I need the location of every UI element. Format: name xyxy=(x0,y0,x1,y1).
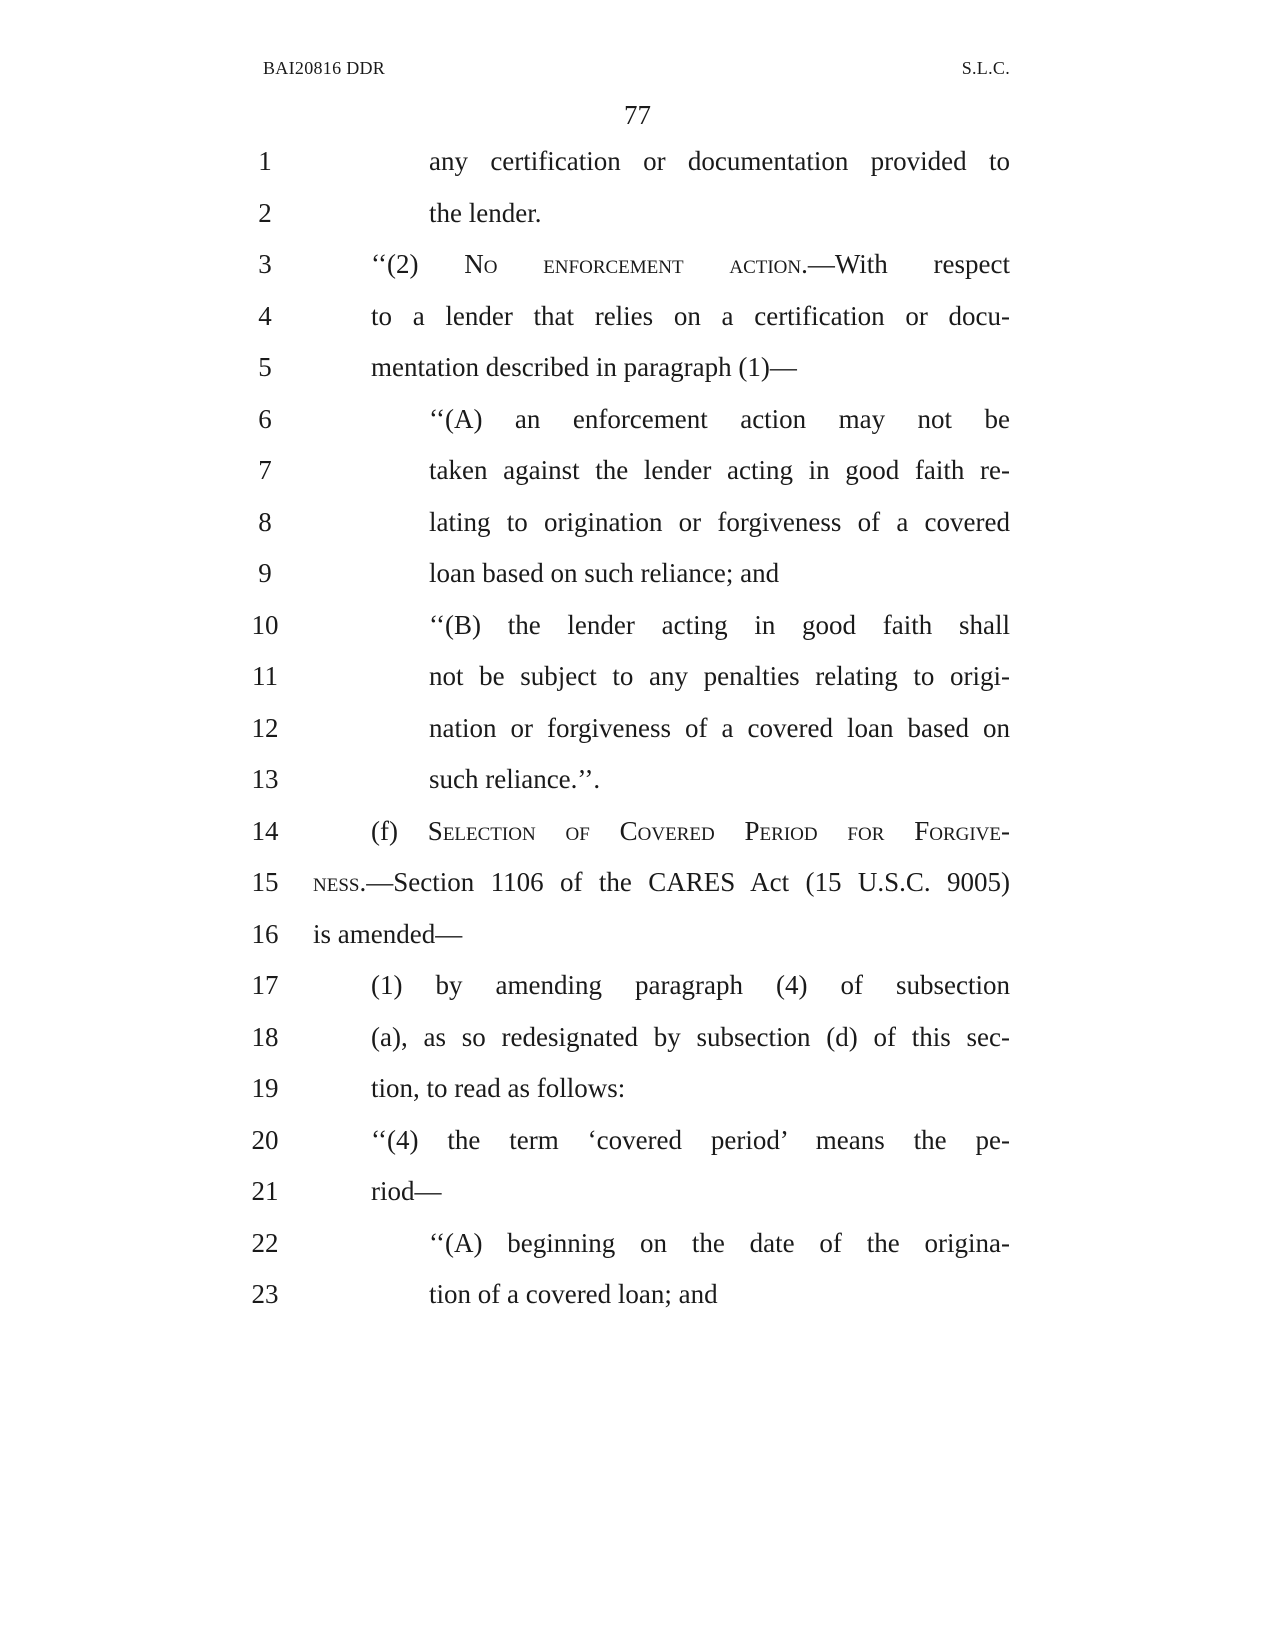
line-text xyxy=(371,1120,1010,1160)
office-code: S.L.C. xyxy=(961,58,1010,78)
small-caps-heading-text: orgive- xyxy=(929,815,1010,846)
line-text xyxy=(371,965,1010,1005)
line-text xyxy=(429,399,1010,439)
text-line xyxy=(0,193,1275,233)
line-text xyxy=(371,244,1010,284)
line-number: 19 xyxy=(251,1073,279,1103)
text-line xyxy=(0,708,1275,748)
line-text xyxy=(371,1068,1010,1108)
small-caps-heading-text: overed xyxy=(637,815,715,846)
line-text xyxy=(429,1274,1010,1314)
line-number: 21 xyxy=(251,1176,279,1206)
line-number: 13 xyxy=(251,764,279,794)
text-line xyxy=(0,502,1275,542)
line-text-segment: loan based on such reliance; and xyxy=(429,558,780,588)
line-text xyxy=(429,656,1010,696)
line-text-segment: C xyxy=(589,815,638,846)
line-text-segment: riod— xyxy=(371,1176,442,1206)
line-number: 23 xyxy=(251,1279,279,1309)
line-text-segment: ‘‘(A) an enforcement action may not be xyxy=(429,403,1010,434)
line-text-segment: taken against the lender acting in good faith re- xyxy=(429,455,1010,485)
line-number: 6 xyxy=(258,403,272,434)
line-number: 10 xyxy=(251,609,279,640)
line-text xyxy=(371,1017,1010,1057)
line-text xyxy=(313,862,1010,902)
line-number: 22 xyxy=(251,1227,279,1258)
line-number: 14 xyxy=(251,815,279,846)
line-text xyxy=(429,502,1010,542)
line-text xyxy=(371,347,1010,387)
text-line xyxy=(0,656,1275,696)
text-line xyxy=(0,914,1275,954)
text-line xyxy=(0,811,1275,851)
line-text-segment: such reliance.’’. xyxy=(429,764,601,794)
line-text xyxy=(429,1223,1010,1263)
small-caps-heading-text: ness xyxy=(313,867,360,897)
line-text xyxy=(429,553,1010,593)
text-line xyxy=(0,605,1275,645)
line-text xyxy=(371,811,1010,851)
line-text-segment: .—With respect xyxy=(801,249,1010,279)
line-text-segment: ‘‘(4) the term ‘covered period’ means the pe- xyxy=(371,1124,1010,1155)
small-caps-heading-text: election of xyxy=(442,815,590,846)
line-text xyxy=(371,296,1010,336)
text-line xyxy=(0,347,1275,387)
line-text-segment: nation or forgiveness of a covered loan based on xyxy=(429,712,1010,743)
line-number: 20 xyxy=(251,1124,279,1155)
line-text-segment: is amended— xyxy=(313,918,463,949)
text-line xyxy=(0,759,1275,799)
line-number: 8 xyxy=(258,506,272,537)
line-text xyxy=(429,193,1010,233)
text-line xyxy=(0,965,1275,1005)
line-number: 18 xyxy=(251,1021,279,1052)
document-id: BAI20816 DDR xyxy=(263,58,386,78)
line-text-segment: not be subject to any penalties relating to origi- xyxy=(429,661,1010,691)
line-text-segment: ‘‘(B) the lender acting in good faith shall xyxy=(429,609,1010,640)
text-line xyxy=(0,1068,1275,1108)
page-number: 77 xyxy=(624,100,651,130)
text-line xyxy=(0,1120,1275,1160)
text-line xyxy=(0,862,1275,902)
text-line xyxy=(0,1017,1275,1057)
line-text xyxy=(429,708,1010,748)
text-line xyxy=(0,1274,1275,1314)
line-number: 15 xyxy=(251,867,279,897)
line-number: 5 xyxy=(258,352,272,382)
line-text-segment: the lender. xyxy=(429,197,542,228)
text-line xyxy=(0,1223,1275,1263)
line-text xyxy=(429,450,1010,490)
line-number: 2 xyxy=(258,197,272,228)
text-line xyxy=(0,399,1275,439)
line-number: 3 xyxy=(258,249,272,279)
line-text-segment: to a lender that relies on a certification or docu- xyxy=(371,300,1010,331)
line-text xyxy=(429,141,1010,181)
line-number: 11 xyxy=(252,661,278,691)
text-line xyxy=(0,450,1275,490)
line-text-segment: .—Section 1106 of the CARES Act (15 U.S.C. 9005) xyxy=(359,867,1010,897)
line-text-segment: mentation described in paragraph (1)— xyxy=(371,352,797,382)
line-text-segment: F xyxy=(884,815,930,846)
line-text-segment: any certification or documentation provided to xyxy=(429,146,1010,176)
text-line xyxy=(0,141,1275,181)
small-caps-heading-text: eriod for xyxy=(759,815,885,846)
line-text xyxy=(371,1171,1010,1211)
line-text-segment: ‘‘(A) beginning on the date of the origina- xyxy=(429,1227,1010,1258)
line-text-segment: ‘‘(2) N xyxy=(371,249,484,279)
line-text xyxy=(313,914,1010,954)
line-number: 9 xyxy=(258,558,272,588)
text-line xyxy=(0,296,1275,336)
line-text-segment: (a), as so redesignated by subsection (d) of this sec- xyxy=(371,1021,1010,1052)
line-text-segment: tion of a covered loan; and xyxy=(429,1279,718,1309)
line-number: 4 xyxy=(258,300,272,331)
line-text xyxy=(429,605,1010,645)
line-number: 16 xyxy=(251,918,279,949)
line-number: 12 xyxy=(251,712,279,743)
line-text-segment: tion, to read as follows: xyxy=(371,1073,626,1103)
line-text-segment: (f) S xyxy=(371,815,443,846)
line-number: 17 xyxy=(251,970,279,1000)
line-text-segment: (1) by amending paragraph (4) of subsection xyxy=(371,970,1010,1000)
line-text xyxy=(429,759,1010,799)
line-text-segment: lating to origination or forgiveness of a covered xyxy=(429,506,1010,537)
text-line xyxy=(0,553,1275,593)
text-line xyxy=(0,1171,1275,1211)
line-text-segment: P xyxy=(714,815,760,846)
small-caps-heading-text: o enforcement action xyxy=(483,249,802,279)
line-number: 1 xyxy=(258,146,272,176)
line-number: 7 xyxy=(258,455,272,485)
text-line xyxy=(0,244,1275,284)
